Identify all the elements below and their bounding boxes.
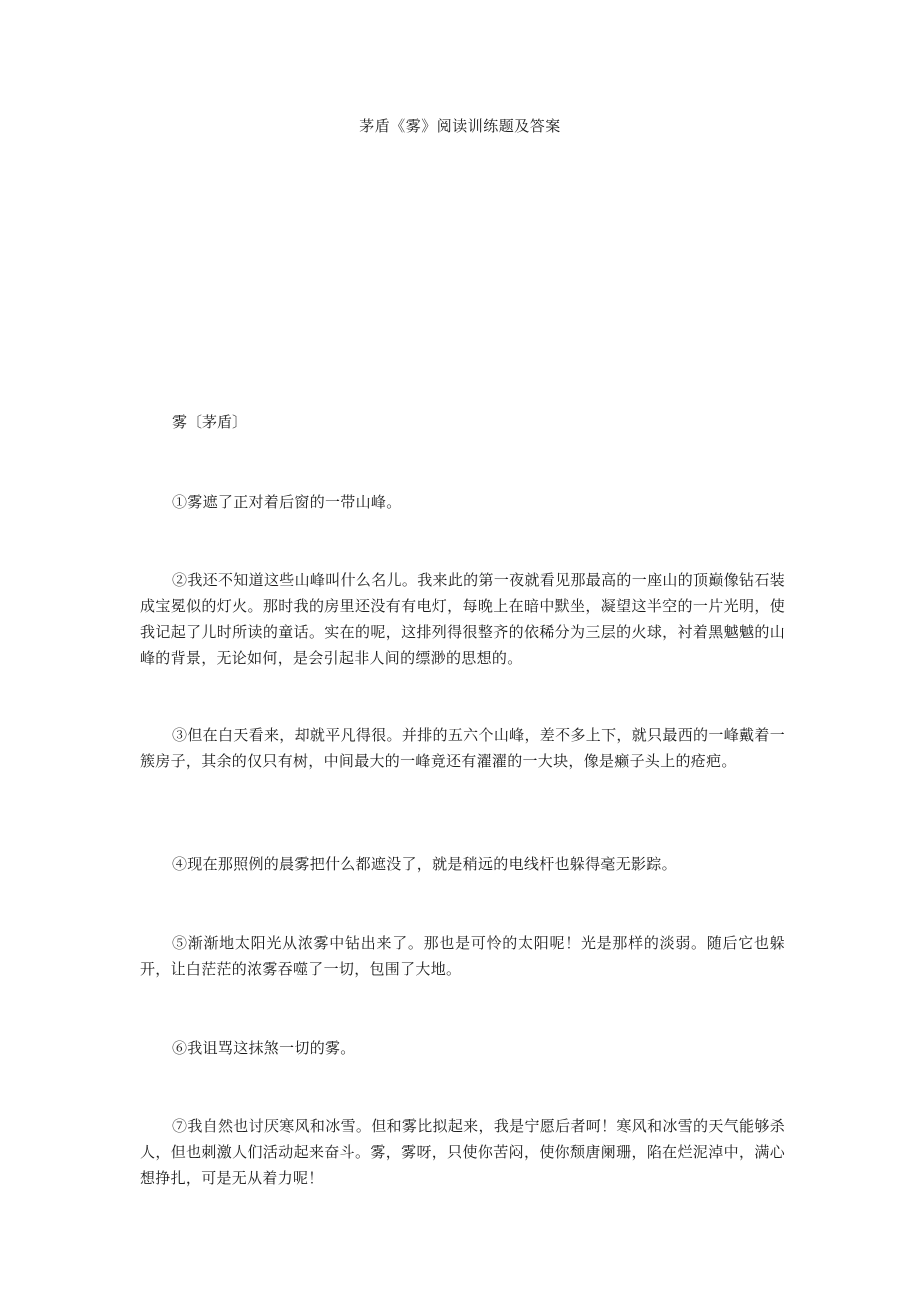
- paragraph-1: ①雾遮了正对着后窗的一带山峰。: [172, 493, 402, 511]
- paragraph-4: ④现在那照例的晨雾把什么都遮没了，就是稍远的电线杆也躲得毫无影踪。: [172, 855, 677, 873]
- paragraph-7: ⑦我自然也讨厌寒风和冰雪。但和雾比拟起来，我是宁愿后者呵！寒风和冰雪的天气能够杀人，但也刺激人们活动起来奋斗。雾，雾呀，只使你苦闷，使你颓唐阑珊，陷在烂泥淖中，满心想挣扎，可是无从着力呢！: [140, 1117, 785, 1187]
- paragraph-3: ③但在白天看来，却就平凡得很。并排的五六个山峰，差不多上下，就只最西的一峰戴着一簇房子，其余的仅只有树，中间最大的一峰竟还有濯濯的一大块，像是癞子头上的疮疤。: [140, 726, 785, 770]
- paragraph-5: ⑤渐渐地太阳光从浓雾中钻出来了。那也是可怜的太阳呢！光是那样的淡弱。随后它也躲开，让白茫茫的浓雾吞噬了一切，包围了大地。: [140, 934, 785, 978]
- essay-byline: 雾〔茅盾〕: [172, 413, 248, 431]
- document-title: 茅盾《雾》阅读训练题及答案: [359, 117, 561, 135]
- paragraph-6: ⑥我诅骂这抹煞一切的雾。: [172, 1039, 356, 1057]
- paragraph-2: ②我还不知道这些山峰叫什么名儿。我来此的第一夜就看见那最高的一座山的顶巅像钻石装成宝冕似的灯火。那时我的房里还没有有电灯，每晚上在暗中默坐，凝望这半空的一片光明，使我记起了儿时所读的童话。实在的呢，这排列得很整齐的依稀分为三层的火球，衬着黑魆魆的山峰的背景，无论如何，是会引起非人间的缥渺的思想的。: [140, 571, 785, 667]
